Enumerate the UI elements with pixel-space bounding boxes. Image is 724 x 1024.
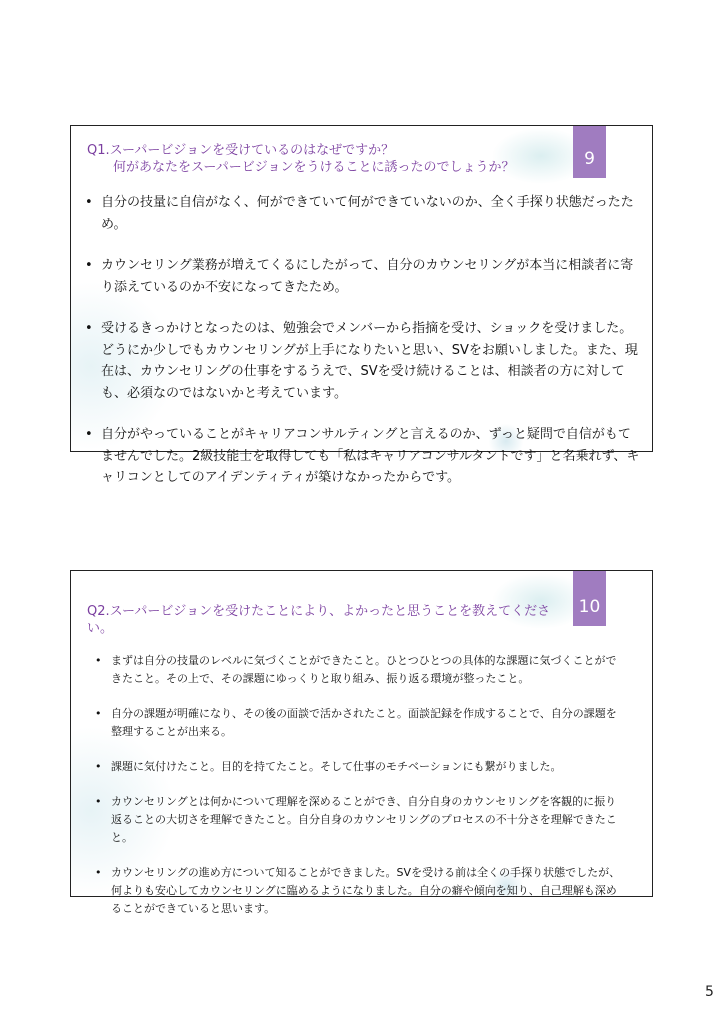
list-item: • カウンセリング業務が増えてくるにしたがって、自分のカウンセリングが本当に相談者に寄り添えているのか不安になってきたため。 — [83, 255, 643, 298]
page-number: 5 — [705, 984, 714, 1000]
list-item: • 自分がやっていることがキャリアコンサルティングと言えるのか、ずっと疑問で自信がもてませんでした。2級技能士を取得しても「私はキャリアコンサルタントです」と名乗れず、キャリコンとしてのアイデンティティが築けなかったからです。 — [83, 424, 643, 489]
bullet-icon: • — [95, 866, 102, 879]
bullet-list — [93, 652, 625, 935]
list-item: • 受けるきっかけとなったのは、勉強会でメンバーから指摘を受け、ショックを受けました。どうにか少しでもカウンセリングが上手になりたいと思い、SVをお願いしました。また、現在は、カウンセリングの仕事をするうえで、SVを受け続けることは、相談者の方に対しても、必須なのではないかと考えています。 — [83, 318, 643, 404]
bullet-icon: • — [95, 707, 102, 720]
bullet-icon: • — [95, 654, 102, 667]
list-item: • まずは自分の技量のレベルに気づくことができたこと。ひとつひとつの具体的な課題に気づくことができたこと。その上で、その課題にゆっくりと取り組み、振り返る環境が整ったこと。 — [95, 654, 617, 685]
bullet-icon: • — [85, 195, 93, 210]
bullet-icon: • — [85, 258, 93, 273]
slide-title: Q1.スーパービジョンを受けているのはなぜですか？ 何があなたをスーパービジョンをうけることに誘ったのでしょうか？ — [87, 143, 515, 175]
list-item: • 自分の課題が明確になり、その後の面談で活かされたこと。面談記録を作成することで、自分の課題を整理することが出来る。 — [95, 707, 617, 738]
bullet-icon: • — [95, 795, 102, 808]
bullet-list — [83, 192, 643, 509]
list-item: • 自分の技量に自信がなく、何ができていて何ができていないのか、全く手探り状態だったため。 — [83, 192, 643, 235]
slide-title: Q2.スーパービジョンを受けたことにより、よかったと思うことを教えてください。 — [87, 604, 551, 636]
slide-number-badge: 9 — [573, 126, 606, 178]
list-item: • カウンセリングとは何かについて理解を深めることができ、自分自身のカウンセリングを客観的に振り返ることの大切さを理解できたこと。自分自身のカウンセリングのプロセスの不十分さを理解できたこと。 — [95, 795, 617, 844]
slide-number-badge: 10 — [573, 571, 606, 626]
bullet-icon: • — [85, 427, 93, 442]
slide-9 — [70, 125, 653, 485]
slide-10 — [70, 570, 653, 915]
bullet-icon: • — [95, 760, 102, 773]
list-item: • 課題に気付けたこと。目的を持てたこと。そして仕事のモチベーションにも繋がりました。 — [93, 758, 625, 776]
bullet-icon: • — [85, 321, 93, 336]
list-item: • カウンセリングの進め方について知ることができました。SVを受ける前は全くの手探り状態でしたが、何よりも安心してカウンセリングに臨めるようになりました。自分の癖や傾向を知り、自己理解も深めることができていると思います。 — [95, 866, 621, 915]
